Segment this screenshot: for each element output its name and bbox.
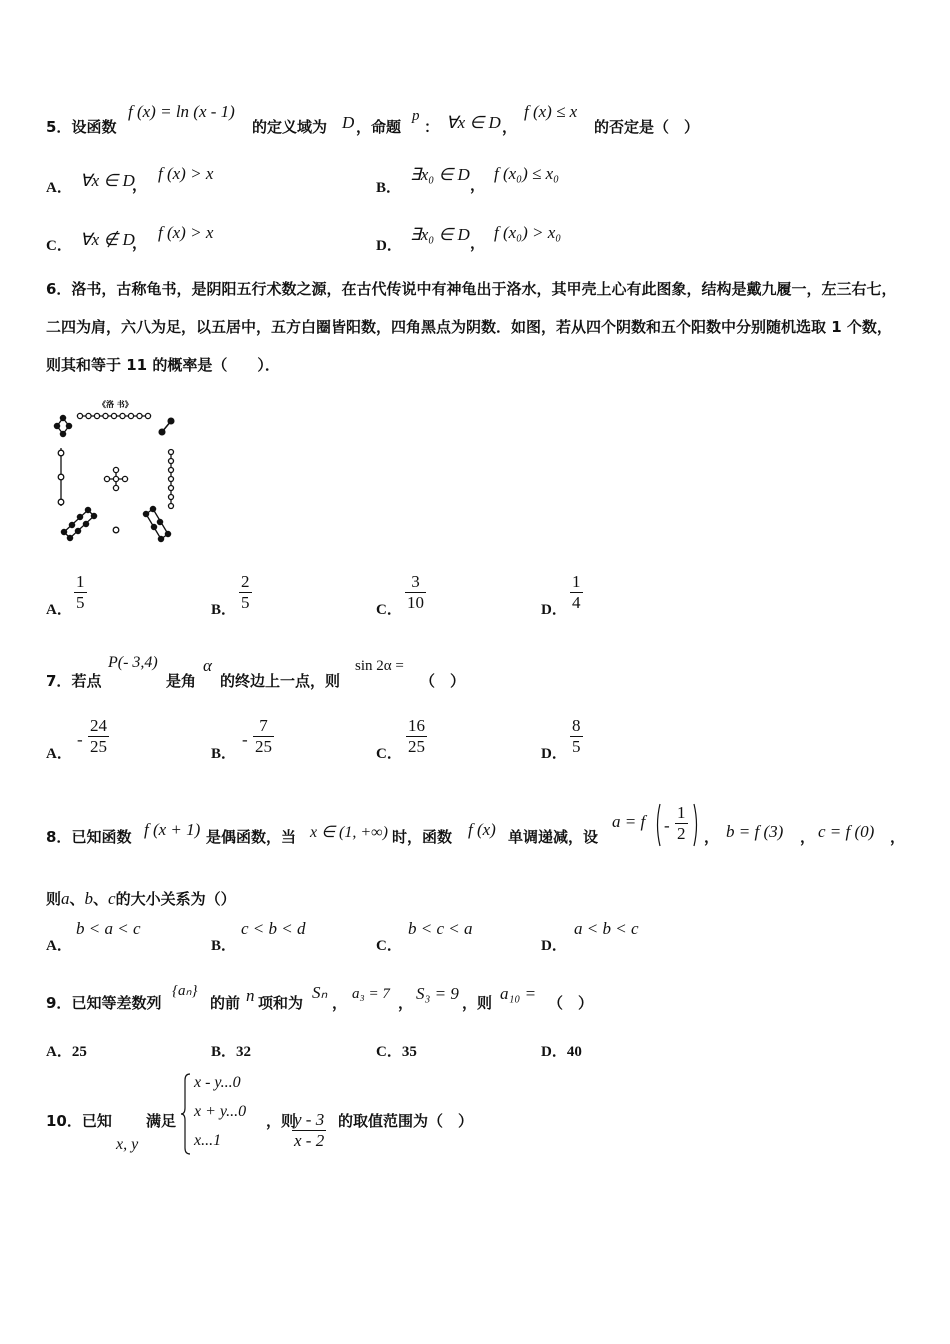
q8-option-c-label[interactable]: C． bbox=[376, 938, 402, 954]
luoshu-four bbox=[54, 415, 71, 436]
q8-line2: 则a、b、c的大小关系为（） bbox=[46, 889, 236, 908]
q8-option-d-label[interactable]: D． bbox=[541, 938, 567, 954]
q8-stem: 8．已知函数 bbox=[46, 828, 132, 846]
q10-stem: 10．已知 bbox=[46, 1112, 112, 1130]
luoshu-figure bbox=[50, 398, 186, 548]
luoshu-six bbox=[143, 506, 170, 541]
q7-option-b-label[interactable]: B． bbox=[211, 746, 237, 762]
q9-option-d[interactable]: D．40 bbox=[541, 1044, 582, 1060]
q8-option-a-label[interactable]: A． bbox=[46, 938, 72, 954]
q7-stem: 7．若点 bbox=[46, 672, 102, 690]
luoshu-two bbox=[159, 418, 174, 435]
luoshu-eight bbox=[61, 507, 96, 540]
q9-option-b[interactable]: B．32 bbox=[211, 1044, 252, 1060]
q5-number: 5． bbox=[46, 118, 72, 136]
q6-option-d-fraction: 1 4 bbox=[572, 572, 581, 612]
q8-a-fraction: 1 2 bbox=[677, 803, 686, 843]
q5-option-d-label[interactable]: D． bbox=[376, 238, 402, 254]
q5-function: f (x) = ln (x - 1) bbox=[128, 102, 235, 121]
q10-brace bbox=[180, 1072, 192, 1156]
luoshu-nine bbox=[77, 413, 150, 418]
q5-option-c-label[interactable]: C． bbox=[46, 238, 72, 254]
q5-stem: 5．设函数 bbox=[46, 118, 117, 136]
q6-stem: 6．洛书，古称龟书，是阴阳五行术数之源，在古代传说中有神龟出于洛水，其甲壳上心有此图象，结构是戴九履一，左三右七，二四为肩，六八为足，以五居中，五方白圈皆阳数，四角黑点为阴数．如图，若从四个阴数和五个阳数中分别随机选取 1 个数，则其和等于 11 的概率是（ ）． bbox=[46, 280, 897, 374]
q6-option-b-fraction: 2 5 bbox=[241, 572, 250, 612]
q7-option-c-label[interactable]: C． bbox=[376, 746, 402, 762]
q6-option-c-label[interactable]: C． bbox=[376, 602, 402, 618]
q6-option-d-label[interactable]: D． bbox=[541, 602, 567, 618]
luoshu-one bbox=[113, 527, 119, 533]
luoshu-five bbox=[104, 467, 127, 490]
q5-option-a-label[interactable]: A． bbox=[46, 180, 72, 196]
q7-option-b-fraction: 7 25 bbox=[255, 716, 272, 756]
luoshu-three bbox=[58, 448, 64, 506]
q10-fraction: y - 3 x - 2 bbox=[294, 1110, 325, 1150]
q6-option-c-fraction: 3 10 bbox=[407, 572, 424, 612]
q7-option-c-fraction: 16 25 bbox=[408, 716, 425, 756]
q8-option-b-label[interactable]: B． bbox=[211, 938, 237, 954]
q6-option-a-label[interactable]: A． bbox=[46, 602, 72, 618]
luoshu-caption: 《洛 书》 bbox=[98, 400, 133, 409]
q9-option-a[interactable]: A．25 bbox=[46, 1044, 87, 1060]
q7-option-d-label[interactable]: D． bbox=[541, 746, 567, 762]
q7-option-a-fraction: 24 25 bbox=[90, 716, 107, 756]
luoshu-seven bbox=[169, 450, 174, 509]
q6-option-a-fraction: 1 5 bbox=[76, 572, 85, 612]
q6-option-b-label[interactable]: B． bbox=[211, 602, 237, 618]
q9-option-c[interactable]: C．35 bbox=[376, 1044, 417, 1060]
q9-stem: 9．已知等差数列 bbox=[46, 994, 162, 1012]
q7-option-a-label[interactable]: A． bbox=[46, 746, 72, 762]
q5-option-b-label[interactable]: B． bbox=[376, 180, 402, 196]
q7-option-d-fraction: 8 5 bbox=[572, 716, 581, 756]
